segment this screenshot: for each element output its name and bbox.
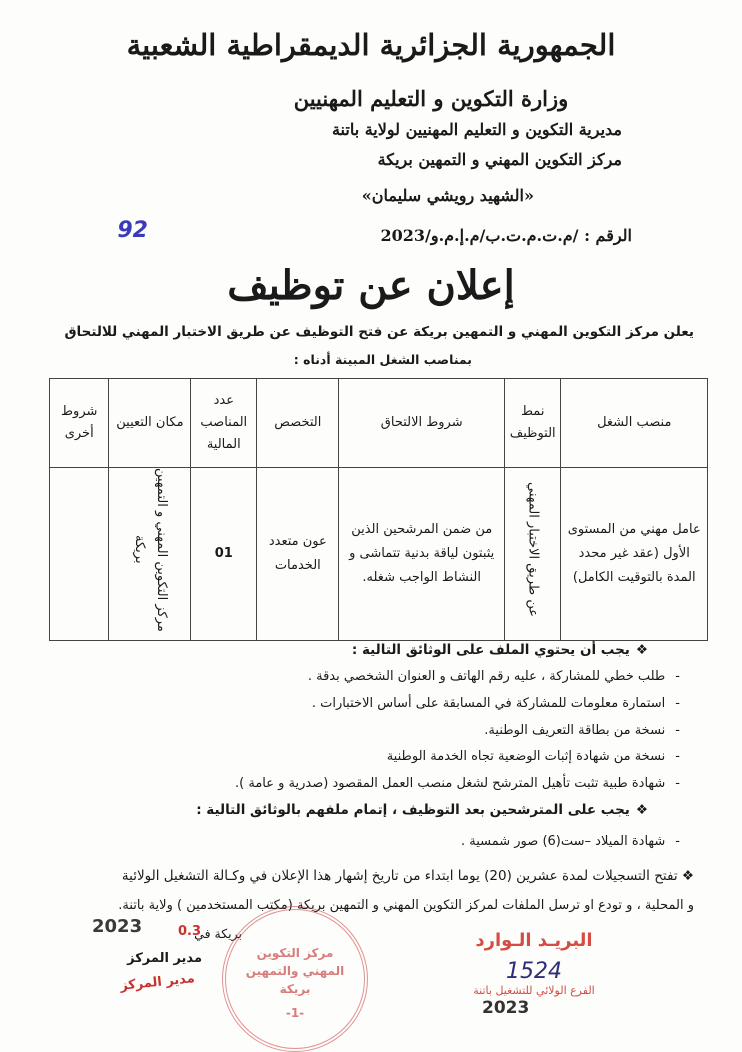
- th-position: منصب الشغل: [561, 379, 708, 468]
- list-item: [484, 723, 680, 738]
- intro-line-2: بمناصب الشغل المبينة أدناه :: [293, 352, 472, 367]
- diamond-bullet-icon: ❖: [635, 642, 648, 658]
- incoming-mail-stamp: [464, 930, 604, 997]
- official-round-stamp: [222, 906, 368, 1052]
- center-line: مركز التكوين المهني و التمهين بريكة: [377, 150, 622, 169]
- reference-line: الرقم : /م.ت.م.ت.ب/م.إ.م.و/2023: [380, 226, 632, 245]
- mail-stamp-title: البريـد الـوارد: [475, 930, 593, 951]
- cell-location-text: مركز التكوين المهني و التمهين بريكة: [131, 467, 169, 632]
- cell-mode: [504, 468, 561, 641]
- cell-location: [109, 468, 191, 641]
- registration-line-1: [40, 868, 694, 884]
- doc-item-text: طلب خطي للمشاركة ، عليه رقم الهاتف و العنوان الشخصي بدقة .: [307, 669, 666, 684]
- after-doc-text: شهادة الميلاد –ست(6) صور شمسية .: [460, 834, 666, 849]
- doc-item-text: شهادة طبية تثبت تأهيل المترشح لشغل منصب العمل المقصود (صدرية و عامة ).: [235, 776, 666, 791]
- docs-section-title: [352, 642, 648, 658]
- after-hiring-title: [196, 802, 648, 818]
- dash-bullet-icon: -: [675, 776, 680, 791]
- dash-bullet-icon: -: [675, 723, 680, 738]
- doc-item-text: استمارة معلومات للمشاركة في المسابقة على أساس الاختبارات .: [311, 696, 666, 711]
- dash-bullet-icon: -: [675, 749, 680, 764]
- th-other: شروط أخرى: [50, 379, 109, 468]
- announcement-title: إعلان عن توظيف: [227, 262, 515, 309]
- list-item: [461, 834, 680, 849]
- martyr-line: «الشهيد رويشي سليمان»: [361, 186, 534, 205]
- registration-line-2: و المحلية ، و تودع او ترسل الملفات لمركز التكوين المهني و التمهين بريكة (مكتب المستخدمين ) ولاية باتنة.: [118, 898, 694, 913]
- after-title-text: يجب على المترشحين بعد التوظيف ، إتمام ملفهم بالوثائق التالية :: [196, 802, 630, 818]
- mail-stamp-number: 1524: [506, 959, 562, 984]
- diamond-bullet-icon: ❖: [635, 802, 648, 818]
- date-stamp-year: 2023: [92, 916, 143, 937]
- republic-heading: الجمهورية الجزائرية الديمقراطية الشعبية: [126, 28, 616, 62]
- table-row: [50, 468, 708, 641]
- cell-mode-text: عن طريق الاختبار المهني: [525, 481, 541, 617]
- list-item: [312, 696, 680, 711]
- directorate-line: مديرية التكوين و التعليم المهنيين لولاية باتنة: [331, 120, 622, 139]
- handwritten-ref-number: 92: [117, 218, 148, 243]
- th-count: عدد المناصب المالية: [191, 379, 257, 468]
- dash-bullet-icon: -: [675, 669, 680, 684]
- docs-title-text: يجب أن يحتوي الملف على الوثائق التالية :: [351, 642, 630, 658]
- table-header-row: [50, 379, 708, 468]
- th-conditions: شروط الالتحاق: [339, 379, 505, 468]
- cell-position: عامل مهني من المستوى الأول (عقد غير محدد المدة بالتوقيت الكامل): [561, 468, 708, 641]
- director-stamp: مدير المركز: [119, 971, 196, 994]
- positions-table: [49, 378, 708, 641]
- list-item: [235, 776, 680, 791]
- director-signature-label: مدير المركز: [127, 951, 202, 966]
- date-stamp-day: 0.3: [178, 924, 202, 939]
- cell-conditions: من ضمن المرشحين الذين يثبتون لياقة بدنية تتماشى و النشاط الواجب شغله.: [339, 468, 505, 641]
- mail-stamp-office: الفرع الولائي للتشغيل باتنة: [473, 984, 595, 997]
- diamond-bullet-icon: ❖: [677, 868, 694, 884]
- dash-bullet-icon: -: [675, 696, 680, 711]
- list-item: [387, 749, 680, 764]
- th-location: مكان التعيين: [109, 379, 191, 468]
- cell-other: [50, 468, 109, 641]
- stamp-number: -1-: [285, 1006, 305, 1020]
- registration-text-1: تفتح التسجيلات لمدة عشرين (20) يوما ابتداء من تاريخ إشهار هذا الإعلان في وكـالة التشغيل الولائية: [121, 868, 678, 884]
- list-item: [308, 669, 680, 684]
- cell-specialty: عون متعدد الخدمات: [257, 468, 339, 641]
- city-date: بريكة في: [194, 926, 242, 941]
- intro-line-1: يعلن مركز التكوين المهني و التمهين بريكة عن فتح التوظيف عن طريق الاختبار المهني للالتحاق: [64, 324, 694, 340]
- stamp-text: مركز التكوين المهني والتمهين بريكة: [245, 946, 345, 996]
- th-mode: نمط التوظيف: [504, 379, 561, 468]
- th-specialty: التخصص: [257, 379, 339, 468]
- cell-count: 01: [191, 468, 257, 641]
- mail-stamp-date: 2023: [482, 998, 530, 1018]
- doc-item-text: نسخة من شهادة إثبات الوضعية تجاه الخدمة الوطنية: [386, 749, 666, 764]
- dash-bullet-icon: -: [675, 834, 680, 849]
- doc-item-text: نسخة من بطاقة التعريف الوطنية.: [484, 723, 666, 738]
- ministry-heading: وزارة التكوين و التعليم المهنيين: [293, 86, 569, 111]
